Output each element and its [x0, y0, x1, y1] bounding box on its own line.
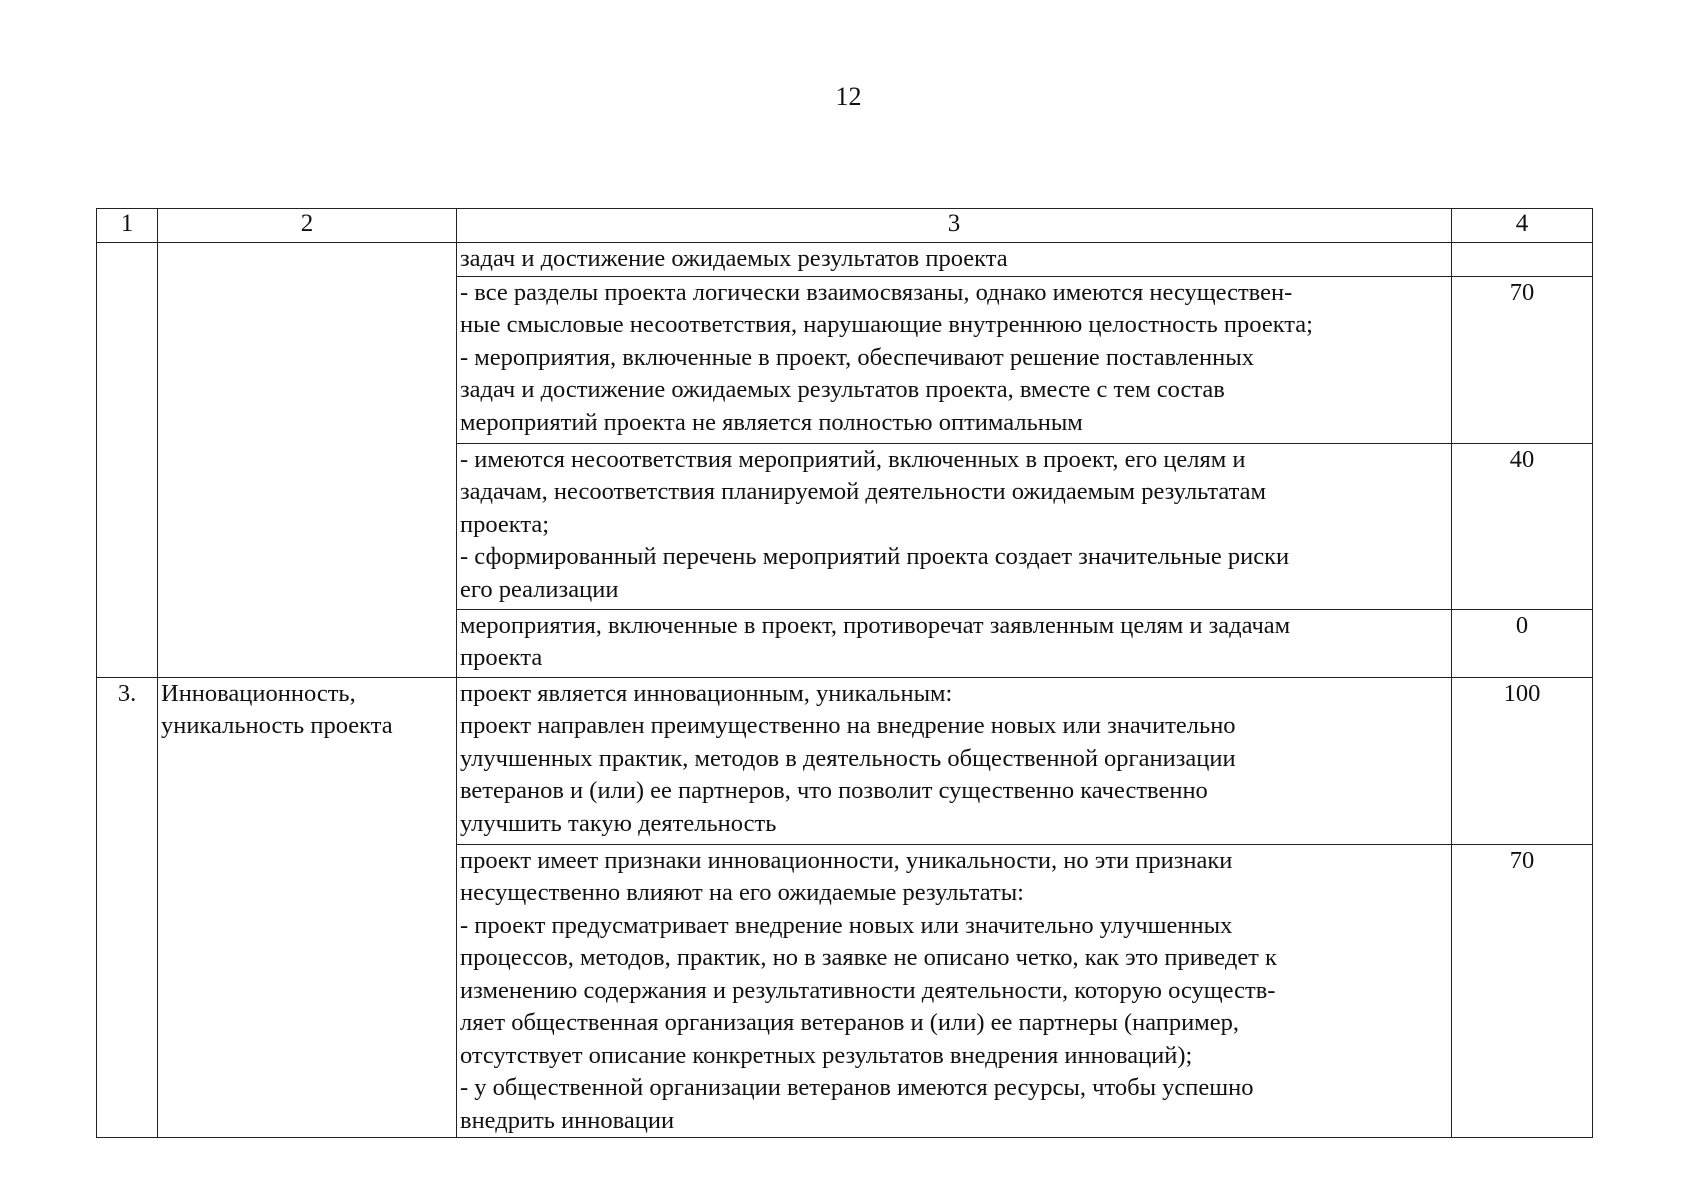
description-line: проекта [460, 644, 543, 671]
description-line: проект имеет признаки инновационности, уникальности, но эти признаки [460, 846, 1233, 874]
score-value: 40 [1509, 445, 1535, 473]
description-line: ляет общественная организация ветеранов и (или) ее партнеры (например, [460, 1009, 1239, 1036]
criterion-name-line: уникальность проекта [161, 712, 393, 739]
description-line: проект является инновационным, уникальным: [460, 679, 953, 707]
description-line: несущественно влияют на его ожидаемые результаты: [460, 879, 1024, 906]
description-line: улучшенных практик, методов в деятельность общественной организации [460, 744, 1236, 772]
description-line: - мероприятия, включенные в проект, обеспечивают решение поставленных [460, 343, 1254, 371]
description-line: процессов, методов, практик, но в заявке не описано четко, как это приведет к [460, 944, 1277, 971]
description-cell [457, 677, 1452, 844]
description-line: ные смысловые несоответствия, нарушающие внутреннюю целостность проекта; [460, 311, 1313, 338]
description-line: отсутствует описание конкретных результатов внедрения инноваций); [460, 1041, 1193, 1069]
criterion-number-cell [97, 677, 158, 1138]
criterion-name-cell [158, 243, 457, 678]
score-cell [1452, 677, 1593, 844]
description-line: проект направлен преимущественно на внедрение новых или значительно [460, 712, 1236, 739]
description-line: - все разделы проекта логически взаимосвязаны, однако имеются несуществен- [460, 278, 1293, 306]
score-value: 70 [1509, 278, 1535, 306]
criterion-number-cell [97, 243, 158, 678]
table-header-row [97, 209, 1593, 243]
score-cell [1452, 609, 1593, 677]
description-cell [457, 276, 1452, 443]
description-line: задачам, несоответствия планируемой деятельности ожидаемым результатам [460, 478, 1267, 505]
description-line: ветеранов и (или) ее партнеров, что позволит существенно качественно [460, 777, 1208, 804]
description-line: его реализации [460, 575, 619, 603]
criteria-table-container [96, 208, 1592, 1134]
score-cell [1452, 276, 1593, 443]
description-line: задач и достижение ожидаемых результатов проекта, вместе с тем состав [460, 376, 1225, 403]
score-value: 0 [1515, 611, 1529, 639]
header-col-3: 3 [457, 209, 1452, 243]
description-cell [457, 609, 1452, 677]
score-cell [1452, 243, 1593, 277]
score-value: 70 [1509, 846, 1535, 874]
page-number: 12 [835, 82, 862, 111]
description-line: проекта; [460, 510, 550, 538]
description-line: мероприятия, включенные в проект, противоречат заявленным целям и задачам [460, 611, 1291, 639]
criterion-number: 3. [117, 679, 137, 707]
header-col-4: 4 [1452, 209, 1593, 243]
header-col-1: 1 [97, 209, 158, 243]
criterion-name-cell [158, 677, 457, 1138]
description-cell [457, 844, 1452, 1138]
description-line: задач и достижение ожидаемых результатов проекта [460, 245, 1008, 272]
header-col-2: 2 [158, 209, 457, 243]
description-line: внедрить инновации [460, 1106, 675, 1134]
description-cell [457, 243, 1452, 277]
table-row [97, 243, 1593, 277]
criterion-name-line: Инновационность, [161, 679, 356, 707]
score-cell [1452, 443, 1593, 609]
description-line: мероприятий проекта не является полностью оптимальным [460, 408, 1083, 436]
score-value: 100 [1503, 679, 1541, 707]
score-cell [1452, 844, 1593, 1138]
description-cell [457, 443, 1452, 609]
description-line: улучшить такую деятельность [460, 809, 777, 837]
description-line: - у общественной организации ветеранов имеются ресурсы, чтобы успешно [460, 1074, 1254, 1101]
description-line: - проект предусматривает внедрение новых или значительно улучшенных [460, 911, 1233, 939]
table-row [97, 677, 1593, 844]
description-line: изменению содержания и результативности деятельности, которую осуществ- [460, 976, 1276, 1004]
description-line: - сформированный перечень мероприятий проекта создает значительные риски [460, 543, 1290, 570]
criteria-table [96, 208, 1593, 1138]
description-line: - имеются несоответствия мероприятий, включенных в проект, его целям и [460, 445, 1246, 473]
